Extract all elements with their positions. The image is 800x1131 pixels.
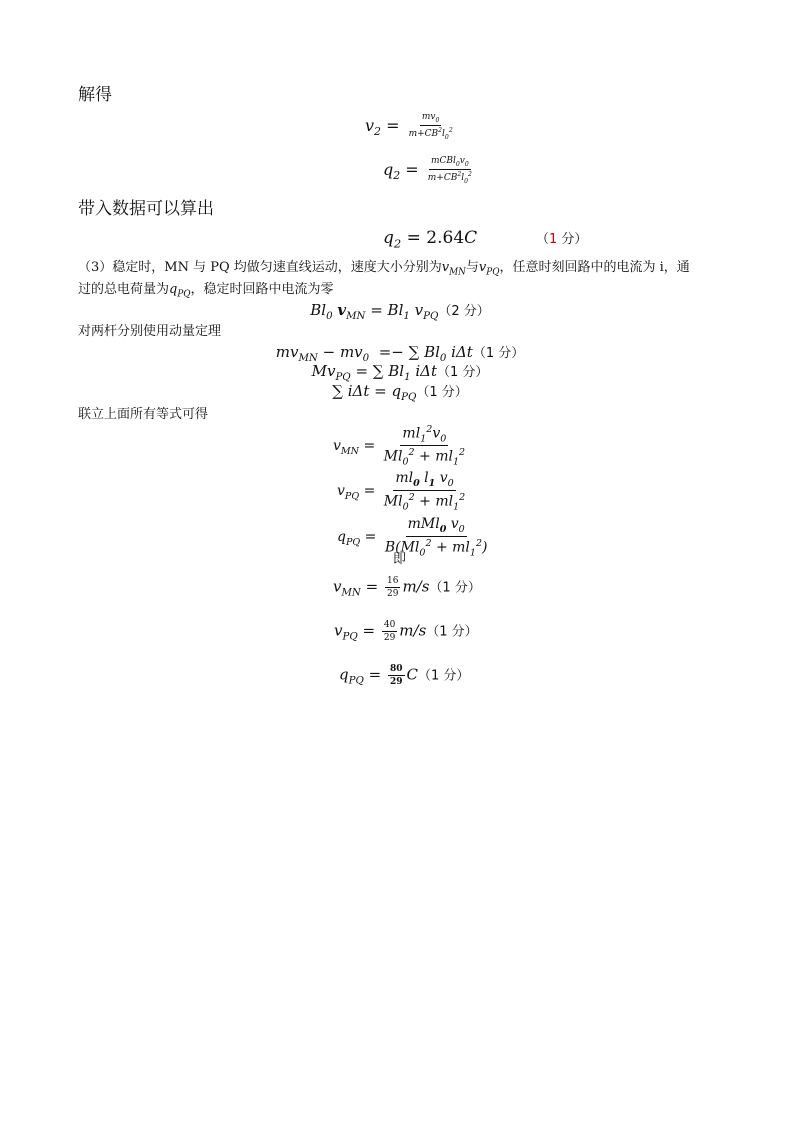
equation-bl-score: （2 分） — [438, 304, 490, 319]
vpq-denominator: 29 — [383, 633, 396, 643]
equation-momentum-mn-score: （1 分） — [472, 346, 525, 361]
ji-label: 即 — [393, 552, 407, 567]
q2-value: = 2.64 — [406, 228, 465, 248]
para3-text-b: 与 — [465, 260, 479, 275]
vpq-numerator: 40 — [383, 620, 396, 630]
equation-momentum-pq: $Mv_{PQ}$ = ∑ $Bl_1$ iΔt（1 分） — [311, 362, 489, 383]
q2-score-close: 分） — [557, 232, 588, 247]
qpq-score: （1 分） — [417, 668, 470, 684]
para3-text-d: 过的总电荷量为 — [78, 282, 170, 297]
momentum-intro: 对两杆分别使用动量定理 — [78, 324, 222, 339]
vmn-unit: m/s — [402, 577, 430, 596]
vpq-score: （1 分） — [426, 624, 478, 640]
equation-momentum-pq-score: （1 分） — [437, 365, 489, 380]
q2-unit: C — [464, 228, 478, 248]
para3-line1: （3）稳定时，MN 与 PQ 均做匀速直线运动，速度大小分别为$v_{MN}$与$v_{PQ}$，任意时刻回路中的电流为 i，通 — [78, 260, 690, 278]
vpq-unit: m/s — [399, 621, 427, 640]
equation-vmn-formula: $v_{MN}$ = $\frac{ml_1^2v_0}{Ml_0^2 + ml_1^2}$ — [333, 424, 466, 468]
equation-v2: $v_2$ = $\frac{mv_0}{m+CB^2l_0^2}$ — [365, 112, 453, 141]
q2-score-open: （ — [535, 232, 549, 247]
equation-vpq-value: $v_{PQ}$ = $\frac{40}{29}$ m/s（1 分） — [334, 620, 478, 643]
qpq-numerator: 80 — [389, 664, 403, 674]
equation-vpq-formula: $v_{PQ}$ = $\frac{ml_0 l_1 v_0}{Ml_0^2 + ml_1^2}$ — [337, 470, 466, 513]
para3-text-a: （3）稳定时，MN 与 PQ 均做匀速直线运动，速度大小分别为 — [78, 260, 442, 275]
substitute-heading: 带入数据可以算出 — [78, 199, 214, 219]
equation-charge-sum: ∑ $i\Delta t = q_{PQ}(1$ 分） — [332, 382, 468, 403]
para3-text-c: ，任意时刻回路中的电流为 i，通 — [499, 260, 690, 275]
equation-q2-value: $q_2 = 2.64C$ （1 分） — [383, 228, 588, 251]
equation-q2-formula: $q_2$ = $mCBl_0v_0$ $m+CB^2l_0^2$ — [383, 156, 472, 185]
vmn-score: （1 分） — [429, 580, 481, 596]
equation-qpq-value: $q_{PQ}$ = $\frac{80}{29}$ C（1 分） — [339, 664, 470, 687]
equation-bl: $Bl_0$ $v_{MN} = Bl_1$ $v_{PQ}(2$ 分） — [310, 301, 490, 322]
vmn-denominator: 29 — [386, 589, 399, 599]
vmn-numerator: 16 — [386, 576, 399, 586]
para3-text-e: ，稳定时回路中电流为零 — [190, 282, 334, 297]
equation-vmn-value: $v_{MN}$ = $\frac{16}{29}$ m/s（1 分） — [333, 576, 481, 599]
equation-charge-sum-score: （1 分） — [416, 385, 468, 400]
qpq-denominator: 29 — [389, 677, 403, 687]
equation-momentum-mn: $mv_{MN} - mv_0$ =− ∑ $Bl_0$ iΔt（1 分） — [275, 343, 525, 364]
q2-score-number: 1 — [549, 232, 558, 247]
solve-heading: 解得 — [78, 85, 112, 105]
qpq-unit: C — [406, 665, 418, 684]
combine-intro: 联立上面所有等式可得 — [78, 407, 209, 422]
equation-qpq-formula: $q_{PQ}$ = mMl$_0$ $v_0$ $B(Ml_0^2 + ml_1^2)$ — [337, 516, 488, 559]
para3-line2: 过的总电荷量为$q_{PQ}$，稳定时回路中电流为零 — [78, 282, 334, 300]
